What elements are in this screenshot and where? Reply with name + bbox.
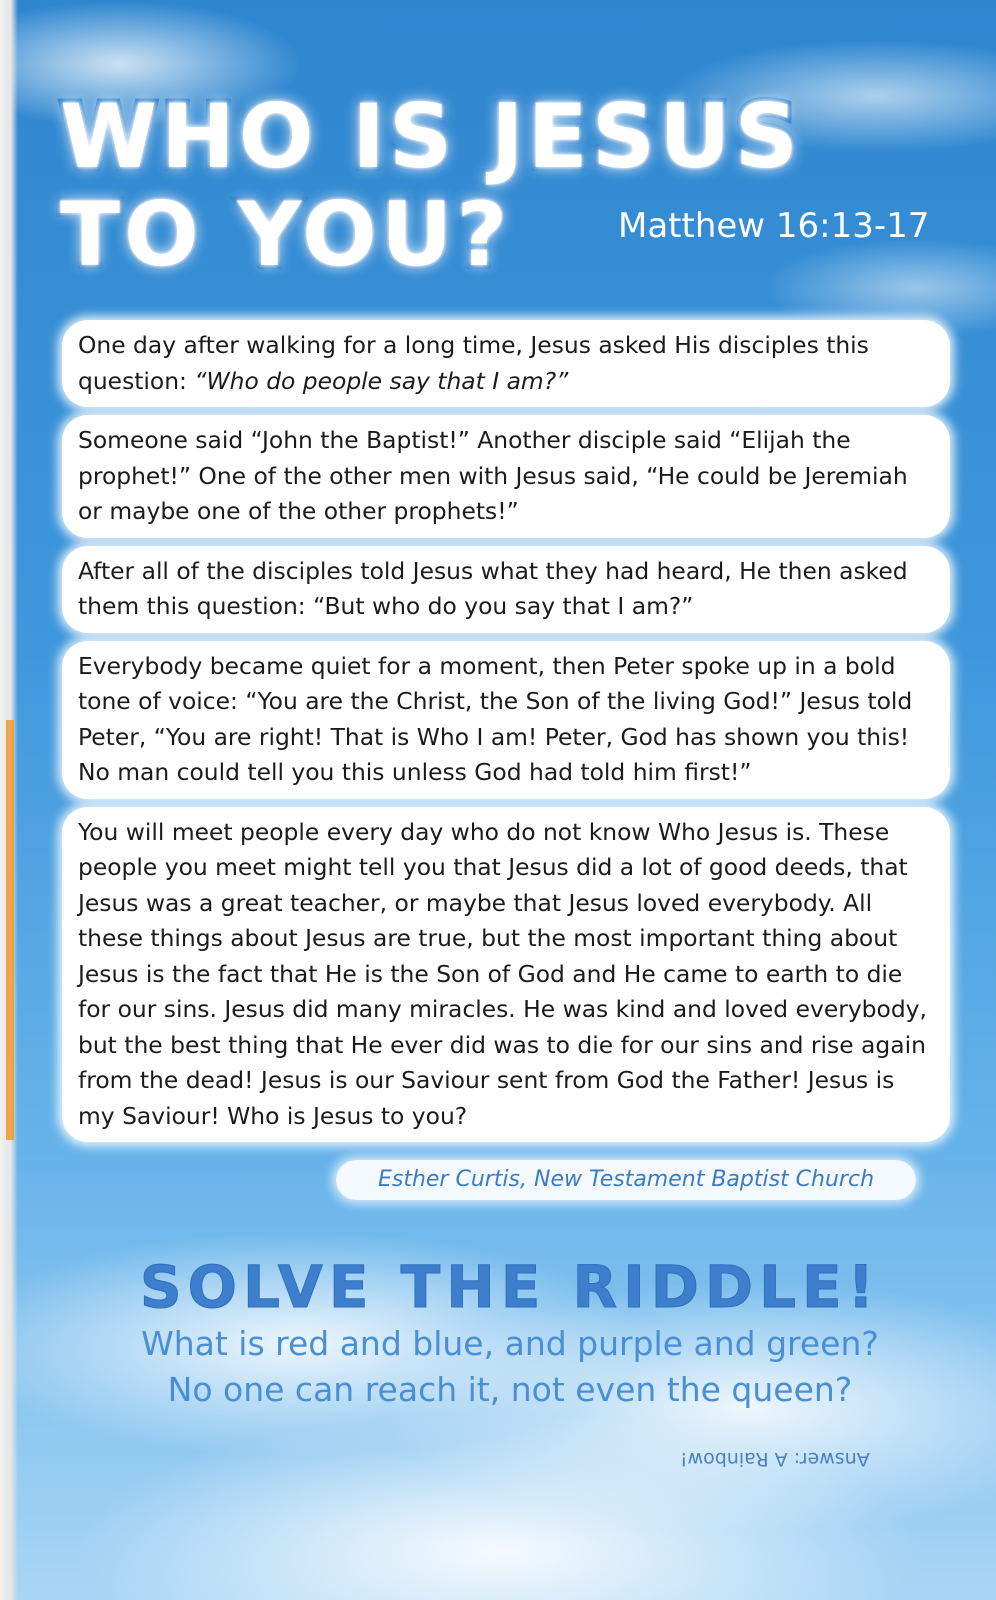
riddle-line-2: No one can reach it, not even the queen? xyxy=(167,1370,853,1409)
scripture-reference: Matthew 16:13-17 xyxy=(618,206,930,246)
page-edge xyxy=(0,0,18,1600)
title-line-1: WHO IS JESUS xyxy=(60,85,802,188)
story-paragraph-3: After all of the disciples told Jesus what they had heard, He then asked them this question: “But who do you say that I am?” xyxy=(62,546,950,633)
riddle-answer-upside-down: Answer: A Rainbow! xyxy=(680,1448,870,1470)
story-paragraph-1 xyxy=(62,320,950,407)
story-paragraph-1-quote: “Who do people say that I am?” xyxy=(194,366,569,395)
page-edge-stripe xyxy=(6,720,14,1140)
story-paragraph-2: Someone said “John the Baptist!” Another disciple said “Elijah the prophet!” One of the other men with Jesus said, “He could be Jeremiah or maybe one of the other prophets!” xyxy=(62,415,950,538)
riddle-line-1: What is red and blue, and purple and green? xyxy=(141,1324,879,1363)
author-credit: Esther Curtis, New Testament Baptist Church xyxy=(336,1160,916,1200)
story-body xyxy=(62,320,950,1150)
title-line-2: TO YOU? xyxy=(60,183,512,286)
riddle-title: SOLVE THE RIDDLE! xyxy=(139,1253,881,1321)
story-paragraph-5: You will meet people every day who do not know Who Jesus is. These people you meet might tell you that Jesus did a lot of good deeds, that Jesus was a great teacher, or maybe that Jesus loved everybody. All these things about Jesus are true, but the most important thing about Jesus is the fact that He is the Son of God and He came to earth to die for our sins. Jesus did many miracles. He was kind and loved everybody, but the best thing that He ever did was to die for our sins and rise again from the dead! Jesus is our Saviour sent from God the Father! Jesus is my Saviour! Who is Jesus to you? xyxy=(62,807,950,1143)
story-paragraph-1-text: One day after walking for a long time, Jesus asked His disciples this question: xyxy=(78,331,869,395)
story-paragraph-4: Everybody became quiet for a moment, then Peter spoke up in a bold tone of voice: “You are the Christ, the Son of the living God!” Jesus told Peter, “You are right! That is Who I am! Peter, God has shown you this! No man could tell you this unless God had told him first!” xyxy=(62,641,950,799)
